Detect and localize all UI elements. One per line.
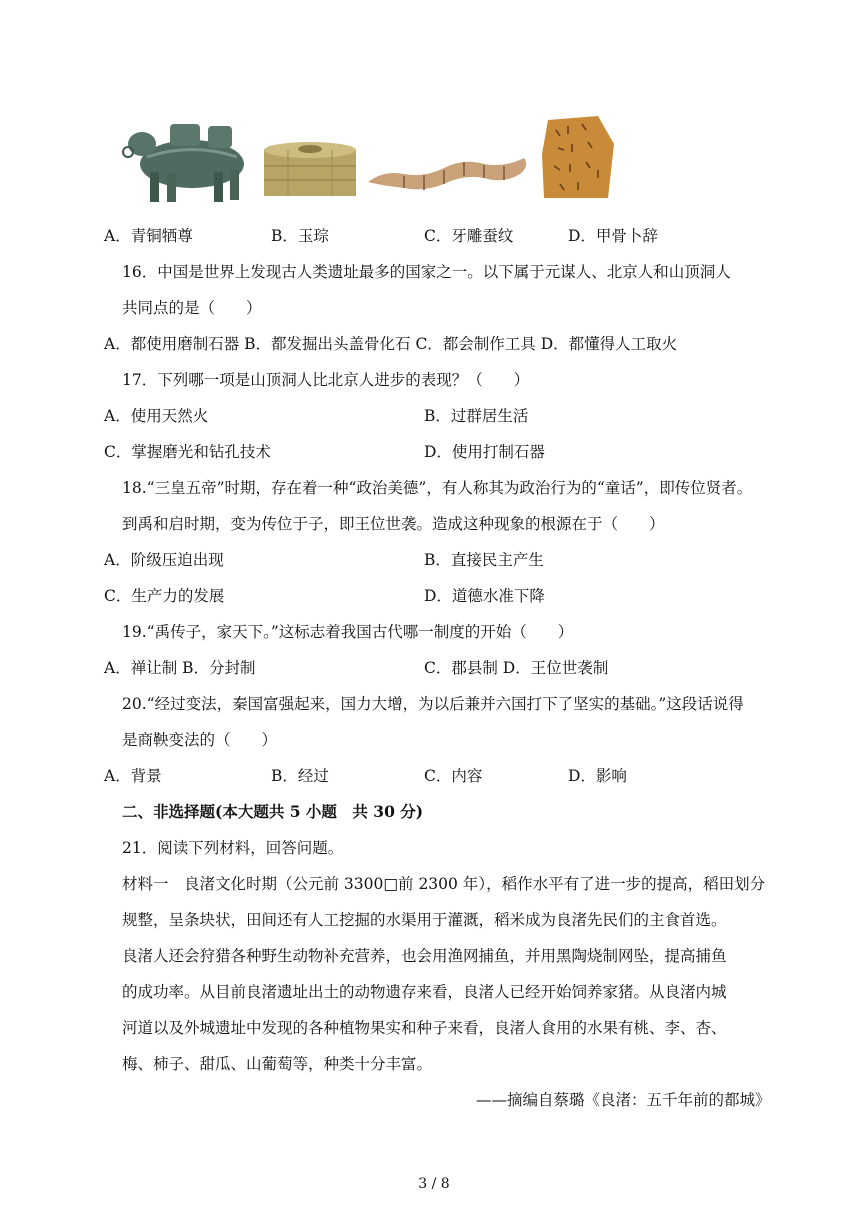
q19-options-cd: C．郡县制 D．王位世袭制 (424, 659, 609, 677)
q17-stem: 17．下列哪一项是山顶洞人比北京人进步的表现？（ ） (122, 371, 530, 389)
q15-option-c: C．牙雕蚕纹 (424, 227, 514, 245)
q18-option-d: D．道德水准下降 (424, 587, 545, 605)
q18-option-a: A．阶级压迫出现 (104, 551, 224, 569)
q19-options-ab: A．禅让制 B．分封制 (104, 659, 256, 677)
q21-material-line: 规整，呈条块状，田间还有人工挖掘的水渠用于灌溉，稻米成为良渚先民们的主食首选。 (122, 911, 727, 929)
q16-options: A．都使用磨制石器 B．都发掘出头盖骨化石 C．都会制作工具 D．都懂得人工取火 (104, 335, 678, 353)
q17-option-a: A．使用天然火 (104, 407, 209, 425)
bronze-sacrificial-vessel-image (122, 112, 254, 208)
q16-stem-line2: 共同点的是（ ） (122, 299, 262, 317)
q21-material-line: 材料一 良渚文化时期（公元前 3300□前 2300 年），稻作水平有了进一步的提高，稻田划分 (122, 875, 766, 893)
q21-material-line: 良渚人还会狩猎各种野生动物补充营养，也会用渔网捕鱼，并用黑陶烧制网坠，提高捕鱼 (122, 947, 727, 965)
q20-option-a: A．背景 (104, 767, 162, 785)
q17-option-c: C．掌握磨光和钻孔技术 (104, 443, 271, 461)
q16-stem-line1: 16．中国是世界上发现古人类遗址最多的国家之一。以下属于元谋人、北京人和山顶洞人 (122, 263, 731, 281)
q21-material-line: 的成功率。从目前良渚遗址出土的动物遗存来看，良渚人已经开始饲养家猪。从良渚内城 (122, 983, 727, 1001)
q20-option-c: C．内容 (424, 767, 483, 785)
q18-option-b: B．直接民主产生 (424, 551, 544, 569)
q15-option-a: A．青铜牺尊 (104, 227, 193, 245)
oracle-bone-inscription-image (538, 114, 618, 200)
page-number: 3 / 8 (418, 1176, 450, 1192)
q20-stem-line1: 20.“经过变法，秦国富强起来，国力大增，为以后兼并六国打下了坚实的基础。”这段话说得 (122, 695, 744, 713)
section-2-heading: 二、非选择题(本大题共 5 小题 共 30 分) (122, 802, 424, 821)
q21-material-line: 河道以及外城遗址中发现的各种植物果实和种子来看，良渚人食用的水果有桃、李、杏、 (122, 1019, 727, 1037)
q15-option-d: D．甲骨卜辞 (568, 227, 658, 245)
q19-stem: 19.“禹传子，家天下。”这标志着我国古代哪一制度的开始（ ） (122, 623, 574, 641)
q18-stem-line1: 18.“三皇五帝”时期，存在着一种“政治美德”，有人称其为政治行为的“童话”，即传位贤者。 (122, 479, 753, 497)
jade-cong-image (258, 140, 362, 200)
q21-source-citation: ——摘编自蔡璐《良渚：五千年前的都城》 (476, 1091, 771, 1109)
q21-material-line: 梅、柿子、甜瓜、山葡萄等，种类十分丰富。 (122, 1055, 433, 1073)
q18-option-c: C．生产力的发展 (104, 587, 225, 605)
q15-option-b: B．玉琮 (271, 227, 329, 245)
q21-stem: 21．阅读下列材料，回答问题。 (122, 839, 344, 857)
q20-stem-line2: 是商鞅变法的（ ） (122, 731, 278, 749)
q17-option-b: B．过群居生活 (424, 407, 529, 425)
ivory-silkworm-carving-image (364, 148, 532, 196)
q18-stem-line2: 到禹和启时期，变为传位于子，即王位世袭。造成这种现象的根源在于（ ） (122, 515, 665, 533)
q20-option-d: D．影响 (568, 767, 627, 785)
q20-option-b: B．经过 (271, 767, 329, 785)
q17-option-d: D．使用打制石器 (424, 443, 545, 461)
